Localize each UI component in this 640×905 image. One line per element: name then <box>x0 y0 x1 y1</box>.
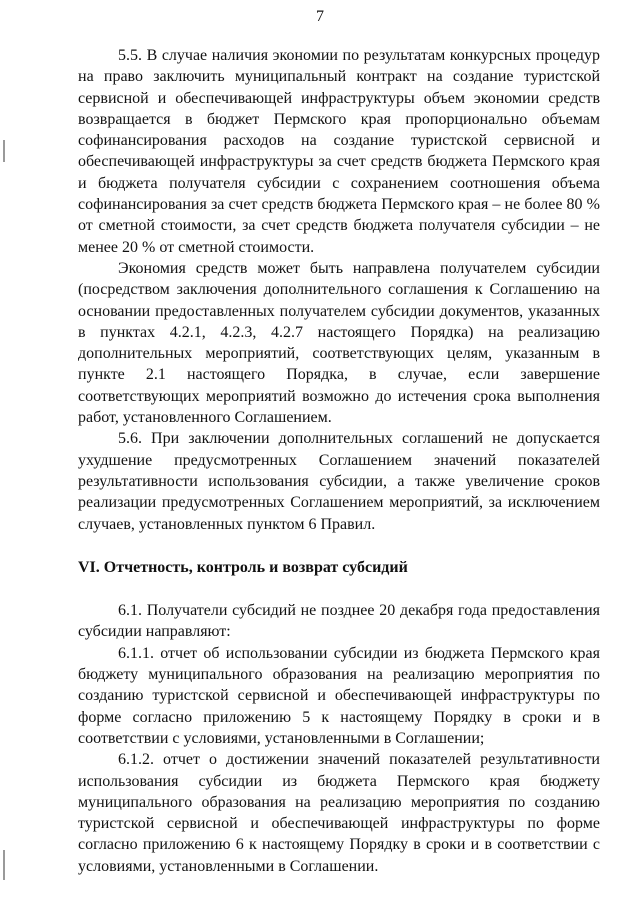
paragraph-6-1-1: 6.1.1. отчет об использовании субсидии из бюджета Пермского края бюджету муниципального образования на реализацию мероприятия по созданию туристской сервисной и обеспечивающей инфраструктуры по форме согласно приложению 5 к настоящему Порядку в сроки и в соответствии с условиями, установленными в Соглашении; <box>78 644 600 747</box>
paragraph-6-1-2: 6.1.2. отчет о достижении значений показателей результативности использования субсидии из бюджета Пермского края бюджету муниципального образования на реализацию мероприятия по созданию туристской сервисной и обеспечивающей инфраструктуры по форме согласно приложению 6 к настоящему Порядку в сроки и в соответствии с условиями, установленными в Соглашении. <box>78 751 600 875</box>
paragraph-economy: Экономия средств может быть направлена получателем субсидии (посредством заключения дополнительного соглашения к Соглашению на основании предоставленных получателем субсидии документов, указанных в пунктах 4.2.1, 4.2.3, 4.2.7 настоящего Порядка) на реализацию дополнительных мероприятий, соответствующих целям, указанным в пункте 2.1 настоящего Порядка, в случае, если завершение соответствующих мероприятий возможно до истечения срока выполнения работ, установленного Соглашением. <box>78 259 600 427</box>
paragraph-6-1: 6.1. Получатели субсидий не позднее 20 декабря года предоставления субсидии направляют: <box>78 602 600 641</box>
page-number: 7 <box>316 8 324 25</box>
document-body <box>78 45 600 877</box>
paragraph-5-5: 5.5. В случае наличия экономии по результатам конкурсных процедур на право заключить муниципальный контракт на создание туристской сервисной и обеспечивающей инфраструктуры объем экономии средств возвращается в бюджет Пермского края пропорционально объемам софинансирования расходов на создание туристской сервисной и обеспечивающей инфраструктуры за счет средств бюджета Пермского края и бюджета получателя субсидии с сохранением соотношения объема софинансирования за счет средств бюджета Пермского края – не более 80 % от сметной стоимости, за счет средств бюджета получателя субсидии – не менее 20 % от сметной стоимости. <box>78 47 600 256</box>
paragraph-5-6: 5.6. При заключении дополнительных соглашений не допускается ухудшение предусмотренных Соглашением значений показателей результативности использования субсидии, а также увеличение сроков реализации предусмотренных Соглашением мероприятий, за исключением случаев, установленных пунктом 6 Правил. <box>78 430 600 533</box>
scan-edge-mark <box>3 850 5 880</box>
scan-edge-mark <box>3 140 5 162</box>
section-heading: VI. Отчетность, контроль и возврат субсидий <box>78 558 408 576</box>
